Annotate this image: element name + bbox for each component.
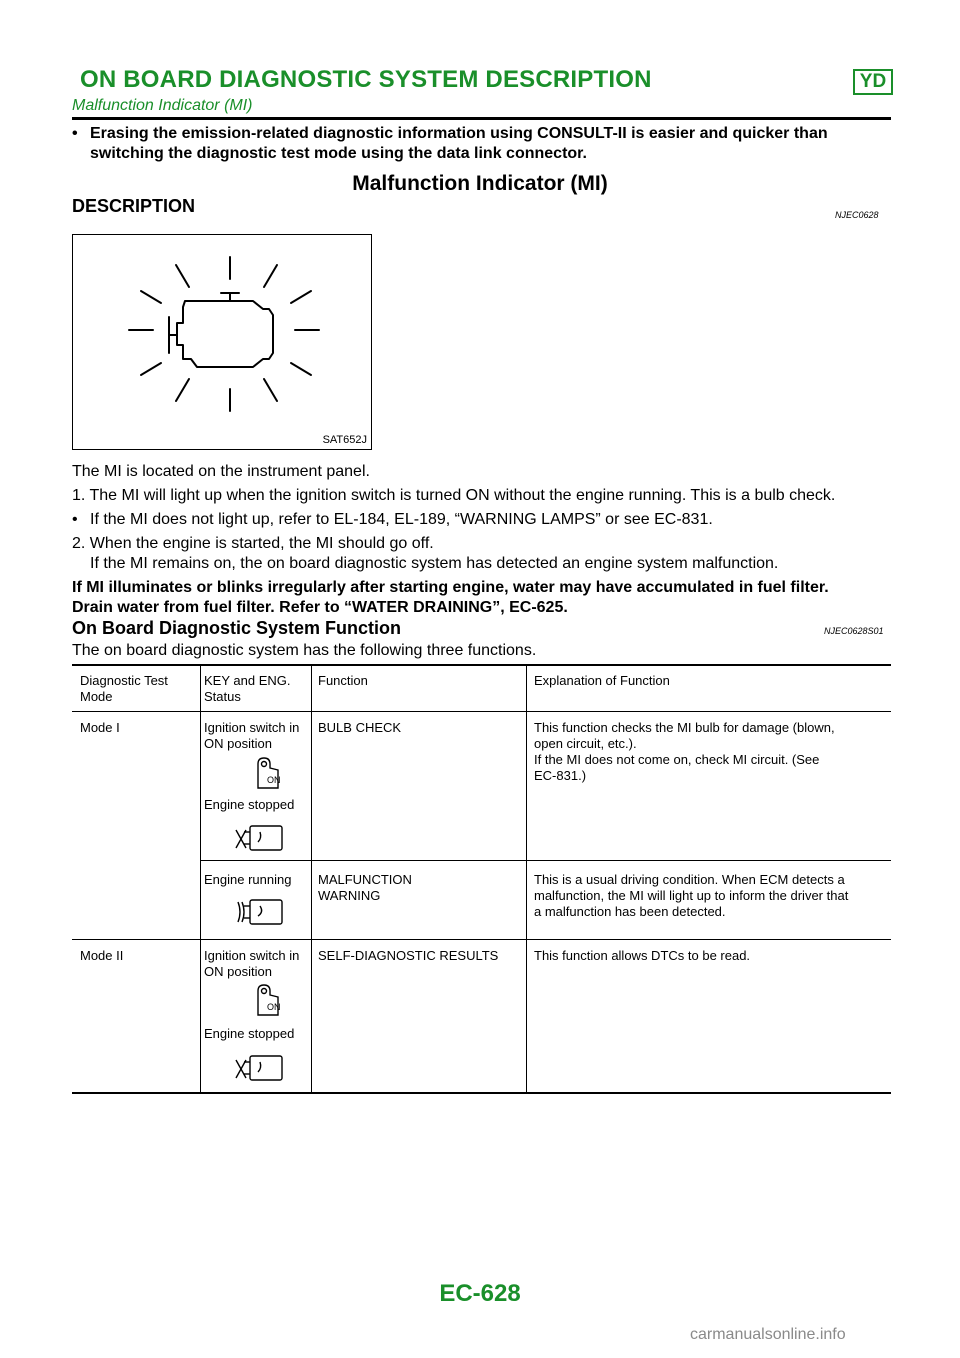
row2-expl-line2: malfunction, the MI will light up to inform the driver that — [534, 888, 849, 903]
row1-function: BULB CHECK — [318, 720, 402, 735]
row3-mode: Mode II — [80, 948, 124, 963]
row2-expl-line1: This is a usual driving condition. When ECM detects a — [534, 872, 845, 887]
figure-caption: SAT652J — [322, 434, 367, 446]
row1-expl-line1: This function checks the MI bulb for damage (blown, — [534, 720, 835, 735]
th-mode-line2: Mode — [80, 689, 113, 704]
page-header-subtitle: Malfunction Indicator (MI) — [72, 97, 253, 114]
header-divider — [72, 117, 891, 120]
row1-ign-line1: Ignition switch in — [204, 720, 300, 735]
body-p4a: 2. When the engine is started, the MI should go off. — [72, 535, 434, 552]
th-key-line1: KEY and ENG. — [204, 673, 291, 688]
row3-ign-line2: ON position — [204, 964, 272, 979]
ignition-key-on-icon — [252, 983, 282, 1019]
th-mode — [80, 673, 168, 705]
intro-bullet-text: Erasing the emission-related diagnostic information using CONSULT-II is easier and quicker than switching the diagnostic test mode using the data link connector. — [90, 125, 828, 162]
row3-key-status — [204, 948, 299, 980]
th-explanation: Explanation of Function — [534, 673, 670, 688]
function-intro: The on board diagnostic system has the following three functions. — [72, 642, 537, 659]
intro-bullet — [72, 124, 892, 164]
engine-running-icon — [234, 892, 284, 928]
table-top-rule — [72, 664, 891, 666]
table-header-rule — [72, 711, 891, 712]
body-p4b: If the MI remains on, the on board diagnostic system has detected an engine system malfunction. — [90, 555, 779, 572]
row1-mode: Mode I — [80, 720, 120, 735]
watermark: carmanualsonline.info — [690, 1326, 846, 1343]
table-bottom-rule — [72, 1092, 891, 1094]
row1-expl-line3: If the MI does not come on, check MI circuit. (See — [534, 752, 820, 767]
body-p1: The MI is located on the instrument panel. — [72, 463, 370, 480]
row3-engine-stopped: Engine stopped — [204, 1026, 295, 1041]
table-col-divider-1 — [200, 666, 201, 1092]
row2-explanation — [534, 872, 848, 920]
engine-stopped-icon — [234, 818, 284, 854]
th-key-line2: Status — [204, 689, 241, 704]
body-p5b: Drain water from fuel filter. Refer to “WATER DRAINING”, EC-625. — [72, 599, 568, 616]
description-heading: DESCRIPTION — [72, 196, 196, 216]
th-mode-line1: Diagnostic Test — [80, 673, 168, 688]
table-row-rule-1 — [200, 860, 891, 861]
description-code: NJEC0628 — [835, 210, 879, 220]
th-key — [204, 673, 290, 705]
row1-expl-line4: EC-831.) — [534, 768, 587, 783]
row2-engine-running: Engine running — [204, 872, 292, 887]
row2-function-line1: MALFUNCTION — [318, 872, 412, 887]
engine-warning-lamp-icon — [73, 235, 371, 449]
body-p3: If the MI does not light up, refer to EL-184, EL-189, “WARNING LAMPS” or see EC-831. — [90, 511, 713, 528]
engine-model-badge: YD — [853, 69, 893, 95]
row3-explanation: This function allows DTCs to be read. — [534, 948, 751, 963]
row1-expl-line2: open circuit, etc.). — [534, 736, 637, 751]
row1-ign-line2: ON position — [204, 736, 272, 751]
ignition-key-on-icon — [252, 756, 282, 792]
row1-key-status — [204, 720, 299, 752]
page-header-title: ON BOARD DIAGNOSTIC SYSTEM DESCRIPTION — [80, 66, 652, 93]
table-row-rule-2 — [72, 939, 891, 940]
row3-ign-line1: Ignition switch in — [204, 948, 300, 963]
row1-engine-stopped: Engine stopped — [204, 797, 295, 812]
body-p3-bullet: • — [72, 511, 78, 528]
page-number: EC-628 — [439, 1280, 521, 1307]
section-title: Malfunction Indicator (MI) — [352, 172, 608, 195]
function-heading: On Board Diagnostic System Function — [72, 618, 402, 638]
row2-function-line2: WARNING — [318, 888, 381, 903]
mi-lamp-figure — [72, 234, 372, 450]
bullet-mark: • — [72, 125, 78, 142]
body-p5a: If MI illuminates or blinks irregularly after starting engine, water may have accumulated in fuel filter. — [72, 579, 829, 596]
engine-stopped-icon — [234, 1048, 284, 1084]
function-code: NJEC0628S01 — [824, 626, 884, 636]
th-function: Function — [318, 673, 368, 688]
body-p2: 1. The MI will light up when the ignition switch is turned ON without the engine running. This is a bulb check. — [72, 487, 836, 504]
key-on-label: ON — [267, 775, 281, 785]
row1-explanation — [534, 720, 835, 784]
row2-function — [318, 872, 412, 904]
table-col-divider-3 — [526, 666, 527, 1092]
row2-expl-line3: a malfunction has been detected. — [534, 904, 726, 919]
key-on-label: ON — [267, 1002, 281, 1012]
row3-function: SELF-DIAGNOSTIC RESULTS — [318, 948, 499, 963]
table-col-divider-2 — [311, 666, 312, 1092]
